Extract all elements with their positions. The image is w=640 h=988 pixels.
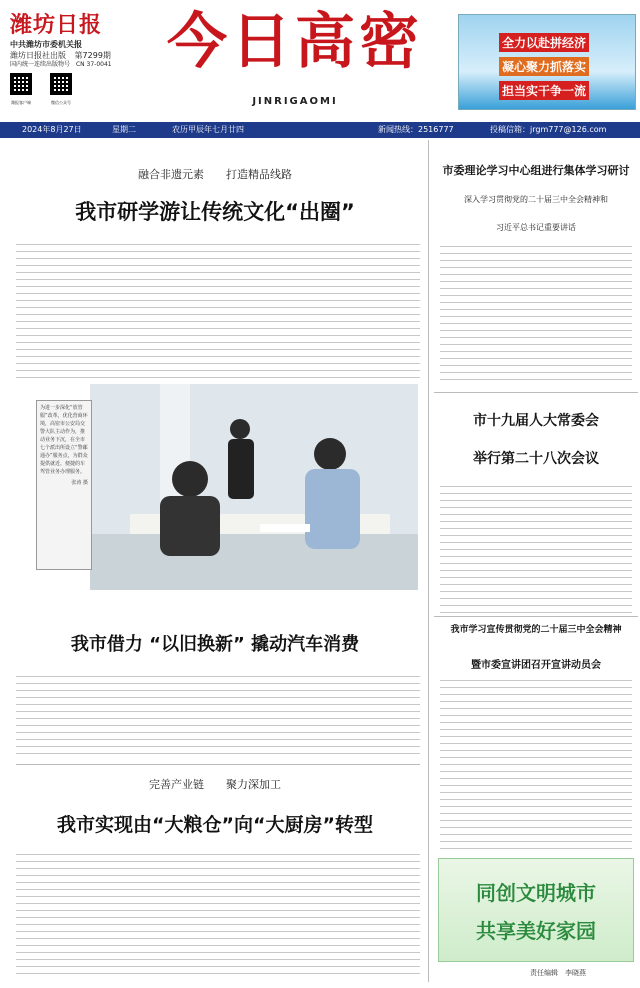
qr-wechat[interactable] <box>50 73 72 107</box>
qr-code-icon <box>50 73 72 95</box>
photo-credit: 张涛 摄 <box>71 480 88 486</box>
article1-kicker: 融合非遗元素 打造精品线路 <box>138 168 292 181</box>
right3-headline-1[interactable]: 我市学习宣传贯彻党的二十届三中全会精神 <box>450 625 622 635</box>
publisher: 潍坊日报社出版 <box>10 51 66 60</box>
masthead-info <box>10 8 130 107</box>
caption-text: 为进一步深化“放管服”改革，优化营商环境，高密市公安局交警大队主动作为，推动业务下沉，在全市七个派出所设立“警邮通办”服务点，为群众提供就近、便捷的车驾管业务办理服务。 <box>40 405 88 475</box>
submission-email: 投稿信箱：jrgm777@126.com <box>490 125 607 134</box>
ad-bottom-line-2: 共享美好家园 <box>476 919 596 943</box>
section-rule <box>16 764 420 765</box>
ad-line-2: 凝心聚力抓落实 <box>499 57 589 76</box>
news-hotline: 新闻热线：2516777 <box>378 125 454 134</box>
article1-headline[interactable]: 我市研学游让传统文化“出圈” <box>75 200 355 224</box>
issue-number: 第7299期 <box>74 51 111 60</box>
photo-illustration <box>90 384 418 590</box>
newspaper-title: 今日高密 <box>167 7 423 77</box>
article3-headline[interactable]: 我市实现由“大粮仓”向“大厨房”转型 <box>57 814 373 836</box>
serial-line <box>10 61 130 69</box>
right-rule-2 <box>434 616 638 617</box>
column-divider <box>428 140 429 982</box>
date-bar <box>0 122 640 138</box>
ad-line-3: 担当实干争一流 <box>499 81 589 100</box>
ad-line-1: 全力以赴拼经济 <box>499 33 589 52</box>
right3-body <box>440 680 632 850</box>
qr-codes <box>10 73 130 107</box>
lunar-date: 农历甲辰年七月廿四 <box>172 125 244 134</box>
cn-number: CN 37-0041 <box>75 61 112 68</box>
right1-body <box>440 246 632 382</box>
civilization-city-ad <box>438 858 634 962</box>
right-rule-1 <box>434 392 638 393</box>
article3-body <box>16 854 420 980</box>
qr-label-wechat: 微信公众号 <box>51 100 71 105</box>
right3-headline-2[interactable]: 暨市委宣讲团召开宣讲动员会 <box>471 660 601 671</box>
serial-label: 国内统一连续出版物号 <box>10 61 71 68</box>
article3-kicker: 完善产业链 聚力深加工 <box>149 778 281 791</box>
photo-caption <box>36 400 92 570</box>
right1-sub1: 深入学习贯彻党的二十届三中全会精神和 <box>464 195 608 204</box>
weekday: 星期二 <box>112 125 136 134</box>
article1-body <box>16 244 420 378</box>
qr-app[interactable] <box>10 73 32 107</box>
right2-body <box>440 486 632 614</box>
editor-credit: 责任编辑 李晓燕 <box>530 969 586 977</box>
top-banner-ad <box>458 14 636 110</box>
article2-headline[interactable]: 我市借力 “以旧换新” 撬动汽车消费 <box>70 634 360 655</box>
qr-label-app: 潍报客户端 <box>11 100 31 105</box>
right2-headline-2[interactable]: 举行第二十八次会议 <box>473 451 599 467</box>
title-pinyin: JINRIGAOMI <box>252 96 338 107</box>
ad-bottom-line-1: 同创文明城市 <box>476 881 596 905</box>
article2-body <box>16 676 420 754</box>
publisher-line <box>10 50 130 61</box>
right1-headline[interactable]: 市委理论学习中心组进行集体学习研讨 <box>442 164 630 177</box>
date: 2024年8月27日 <box>22 125 82 134</box>
right1-sub2: 习近平总书记重要讲话 <box>496 223 576 232</box>
organ-label: 中共潍坊市委机关报 <box>10 40 82 49</box>
qr-code-icon <box>10 73 32 95</box>
right2-headline-1[interactable]: 市十九届人大常委会 <box>473 413 599 429</box>
news-photo <box>90 384 418 590</box>
paper-name: 潍坊日报 <box>10 12 103 38</box>
